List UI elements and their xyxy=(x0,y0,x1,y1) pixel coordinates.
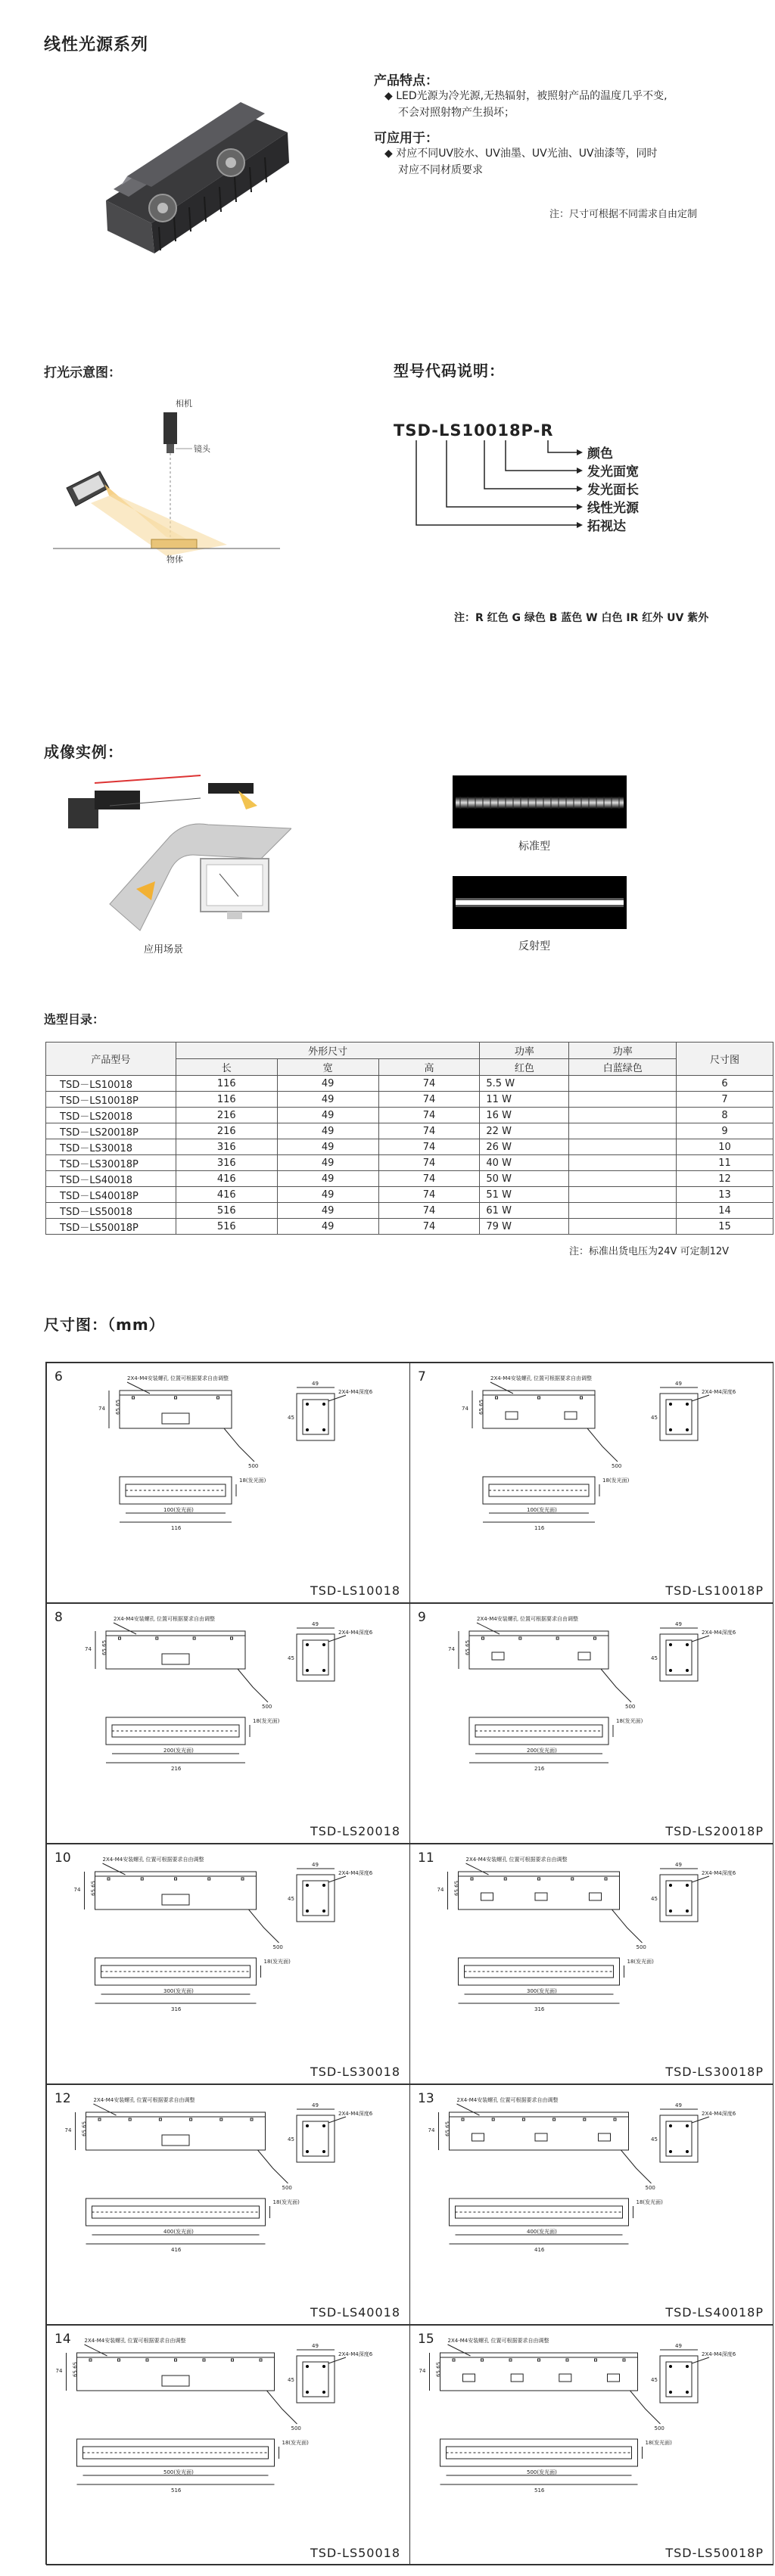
svg-text:500: 500 xyxy=(612,1463,622,1469)
svg-text:2X4-M4深度6: 2X4-M4深度6 xyxy=(338,2351,373,2357)
cell-pw xyxy=(569,1092,677,1108)
svg-text:516: 516 xyxy=(171,2487,182,2494)
cell-h: 74 xyxy=(378,1155,480,1171)
cell-l: 216 xyxy=(176,1123,277,1139)
drawing-model: TSD-LS50018 xyxy=(310,2546,400,2560)
svg-text:49: 49 xyxy=(675,2102,682,2108)
cell-w: 49 xyxy=(277,1203,378,1219)
cell-w: 49 xyxy=(277,1171,378,1187)
svg-text:65.65: 65.65 xyxy=(81,2121,88,2136)
svg-text:18(发光面): 18(发光面) xyxy=(272,2199,300,2205)
drawing-cell xyxy=(46,1844,410,2084)
svg-text:45: 45 xyxy=(651,2377,658,2383)
cell-p: 51 W xyxy=(480,1187,569,1203)
th-drawing: 尺寸图 xyxy=(677,1043,773,1076)
cell-pw xyxy=(569,1108,677,1123)
svg-text:45: 45 xyxy=(288,1415,294,1421)
table-row xyxy=(46,1092,773,1108)
drawings-grid xyxy=(45,1362,773,2565)
svg-text:500: 500 xyxy=(262,1704,272,1710)
drawing-cell xyxy=(46,2084,410,2325)
drawing-number: 12 xyxy=(54,2091,71,2106)
label-linear-source: 线性光源 xyxy=(587,501,639,516)
cell-model: TSD－LS10018 xyxy=(46,1076,176,1092)
th-model: 产品型号 xyxy=(46,1043,176,1076)
drawing-number: 8 xyxy=(54,1610,63,1625)
cell-p: 5.5 W xyxy=(480,1076,569,1092)
label-face-width: 发光面宽 xyxy=(587,465,639,480)
reflective-image xyxy=(453,876,627,929)
svg-text:49: 49 xyxy=(312,1621,319,1627)
application-item: ◆ 对应不同UV胶水、UV油墨、UV光油、UV油漆等，同时 xyxy=(384,148,658,160)
svg-text:116: 116 xyxy=(171,1525,182,1531)
svg-text:2X4-M4深度6: 2X4-M4深度6 xyxy=(702,1870,736,1876)
cell-model: TSD－LS40018P xyxy=(46,1187,176,1203)
features-list xyxy=(384,88,763,121)
svg-text:400(发光面): 400(发光面) xyxy=(527,2229,557,2235)
svg-text:400(发光面): 400(发光面) xyxy=(163,2229,194,2235)
drawing-cell xyxy=(409,1363,773,1603)
svg-text:65.65: 65.65 xyxy=(435,2361,442,2377)
table-row xyxy=(46,1171,773,1187)
color-code-note: 注：R 红色 G 绿色 B 蓝色 W 白色 IR 红外 UV 紫外 xyxy=(454,612,709,624)
feature-item: ◆ LED光源为冷光源,无热辐射，被照射产品的温度几乎不变, xyxy=(384,90,668,102)
drawing-model: TSD-LS20018 xyxy=(310,1824,400,1838)
svg-text:116: 116 xyxy=(534,1525,545,1531)
svg-text:500: 500 xyxy=(291,2425,301,2432)
cell-w: 49 xyxy=(277,1092,378,1108)
drawing-number: 11 xyxy=(418,1850,434,1866)
svg-text:65.65: 65.65 xyxy=(453,1880,460,1896)
model-code-title: 型号代码说明： xyxy=(394,362,505,380)
cell-p: 61 W xyxy=(480,1203,569,1219)
drawing-cell xyxy=(46,2325,410,2565)
cell-l: 216 xyxy=(176,1108,277,1123)
svg-text:49: 49 xyxy=(675,1862,682,1868)
standard-image xyxy=(453,775,627,828)
lens-label: 镜头 xyxy=(194,444,210,454)
svg-text:74: 74 xyxy=(55,2368,63,2374)
svg-text:416: 416 xyxy=(534,2247,545,2253)
table-row xyxy=(46,1076,773,1092)
svg-text:74: 74 xyxy=(448,1646,455,1652)
svg-text:500(发光面): 500(发光面) xyxy=(527,2469,557,2475)
cell-p: 50 W xyxy=(480,1171,569,1187)
svg-text:45: 45 xyxy=(651,1896,658,1902)
svg-text:2X4-M4深度6: 2X4-M4深度6 xyxy=(338,1870,373,1876)
svg-text:500(发光面): 500(发光面) xyxy=(163,2469,194,2475)
cell-p: 16 W xyxy=(480,1108,569,1123)
application-item-cont: 对应不同材质要求 xyxy=(398,164,483,176)
svg-text:49: 49 xyxy=(312,2102,319,2108)
svg-text:65.65: 65.65 xyxy=(90,1880,97,1896)
table-row xyxy=(46,1219,773,1235)
cell-d: 11 xyxy=(677,1155,773,1171)
camera-icon xyxy=(163,412,177,444)
table-row xyxy=(46,1203,773,1219)
cell-pw xyxy=(569,1123,677,1139)
svg-text:2X4-M4深度6: 2X4-M4深度6 xyxy=(338,1389,373,1395)
svg-text:500: 500 xyxy=(625,1704,636,1710)
svg-text:49: 49 xyxy=(312,1862,319,1868)
svg-text:18(发光面): 18(发光面) xyxy=(253,1718,280,1724)
drawing-model: TSD-LS10018P xyxy=(665,1583,764,1598)
svg-text:45: 45 xyxy=(651,2136,658,2143)
svg-text:49: 49 xyxy=(312,1381,319,1387)
svg-text:2X4-M4深度6: 2X4-M4深度6 xyxy=(702,1389,736,1395)
label-brand: 拓视达 xyxy=(587,519,626,534)
standard-caption: 标准型 xyxy=(518,841,550,853)
svg-text:316: 316 xyxy=(171,2006,182,2012)
svg-text:500: 500 xyxy=(248,1463,259,1469)
illumination-diagram xyxy=(45,382,288,579)
svg-text:65.65: 65.65 xyxy=(72,2361,79,2377)
cell-w: 49 xyxy=(277,1219,378,1235)
reflective-caption: 反射型 xyxy=(518,940,550,952)
svg-text:316: 316 xyxy=(534,2006,545,2012)
svg-text:18(发光面): 18(发光面) xyxy=(602,1478,630,1484)
svg-text:2X4-M4深度6: 2X4-M4深度6 xyxy=(702,2351,736,2357)
th-power-wb: 功率 xyxy=(569,1043,677,1059)
cell-model: TSD－LS30018P xyxy=(46,1155,176,1171)
cell-p: 11 W xyxy=(480,1092,569,1108)
cell-w: 49 xyxy=(277,1139,378,1155)
cell-d: 14 xyxy=(677,1203,773,1219)
selection-table xyxy=(45,1042,773,1235)
table-row xyxy=(46,1155,773,1171)
svg-text:500: 500 xyxy=(272,1944,283,1950)
cell-h: 74 xyxy=(378,1187,480,1203)
cell-p: 22 W xyxy=(480,1123,569,1139)
svg-text:516: 516 xyxy=(534,2487,545,2494)
svg-text:18(发光面): 18(发光面) xyxy=(645,2440,672,2446)
svg-text:300(发光面): 300(发光面) xyxy=(163,1988,194,1994)
svg-text:2X4-M4安装螺孔 位置可根据要求自由调整: 2X4-M4安装螺孔 位置可根据要求自由调整 xyxy=(456,2097,559,2103)
svg-text:65.65: 65.65 xyxy=(115,1399,121,1415)
svg-text:65.65: 65.65 xyxy=(478,1399,484,1415)
th-dims: 外形尺寸 xyxy=(176,1043,480,1059)
svg-text:500: 500 xyxy=(636,1944,646,1950)
svg-text:100(发光面): 100(发光面) xyxy=(163,1507,194,1513)
svg-text:65.65: 65.65 xyxy=(101,1639,107,1655)
svg-text:74: 74 xyxy=(98,1406,105,1412)
drawing-cell xyxy=(409,2084,773,2325)
svg-text:45: 45 xyxy=(288,1896,294,1902)
applications-title: 可应用于： xyxy=(374,131,438,146)
cell-model: TSD－LS50018 xyxy=(46,1203,176,1219)
cell-d: 6 xyxy=(677,1076,773,1092)
cell-h: 74 xyxy=(378,1123,480,1139)
svg-text:2X4-M4安装螺孔 位置可根据要求自由调整: 2X4-M4安装螺孔 位置可根据要求自由调整 xyxy=(93,2097,195,2103)
drawing-model: TSD-LS20018P xyxy=(665,1824,764,1838)
svg-text:49: 49 xyxy=(675,1381,682,1387)
product-image xyxy=(91,72,303,257)
cell-h: 74 xyxy=(378,1076,480,1092)
drawing-model: TSD-LS40018 xyxy=(310,2305,400,2320)
model-code-leaders xyxy=(409,439,590,545)
drawing-model: TSD-LS30018P xyxy=(665,2065,764,2079)
svg-text:45: 45 xyxy=(288,2377,294,2383)
svg-text:18(发光面): 18(发光面) xyxy=(616,1718,643,1724)
cell-pw xyxy=(569,1203,677,1219)
cell-l: 416 xyxy=(176,1171,277,1187)
svg-text:45: 45 xyxy=(651,1415,658,1421)
cell-d: 10 xyxy=(677,1139,773,1155)
drawing-model: TSD-LS10018 xyxy=(310,1583,400,1598)
svg-text:2X4-M4深度6: 2X4-M4深度6 xyxy=(702,1630,736,1636)
camera-label: 相机 xyxy=(176,399,192,409)
svg-text:500: 500 xyxy=(654,2425,665,2432)
svg-text:2X4-M4安装螺孔 位置可根据要求自由调整: 2X4-M4安装螺孔 位置可根据要求自由调整 xyxy=(114,1616,215,1622)
cell-p: 79 W xyxy=(480,1219,569,1235)
cell-w: 49 xyxy=(277,1076,378,1092)
cell-pw xyxy=(569,1155,677,1171)
svg-text:74: 74 xyxy=(85,1646,92,1652)
svg-text:2X4-M4安装螺孔 位置可根据要求自由调整: 2X4-M4安装螺孔 位置可根据要求自由调整 xyxy=(84,2338,186,2344)
drawing-number: 9 xyxy=(418,1610,426,1625)
svg-text:65.65: 65.65 xyxy=(465,1639,471,1655)
th-length: 长 xyxy=(176,1059,277,1076)
table-row xyxy=(46,1123,773,1139)
svg-text:49: 49 xyxy=(675,1621,682,1627)
drawing-number: 7 xyxy=(418,1369,426,1384)
svg-text:2X4-M4安装螺孔 位置可根据要求自由调整: 2X4-M4安装螺孔 位置可根据要求自由调整 xyxy=(465,1857,568,1863)
svg-text:2X4-M4深度6: 2X4-M4深度6 xyxy=(702,2111,736,2117)
th-height: 高 xyxy=(378,1059,480,1076)
drawing-model: TSD-LS50018P xyxy=(665,2546,764,2560)
selection-table-wrap xyxy=(45,1042,773,1235)
cell-p: 40 W xyxy=(480,1155,569,1171)
th-power-wb-sub: 白蓝绿色 xyxy=(569,1059,677,1076)
th-power-red: 功率 xyxy=(480,1043,569,1059)
imaging-title: 成像实例： xyxy=(44,743,123,761)
cell-p: 26 W xyxy=(480,1139,569,1155)
svg-text:2X4-M4安装螺孔 位置可根据要求自由调整: 2X4-M4安装螺孔 位置可根据要求自由调整 xyxy=(102,1857,204,1863)
drawing-number: 6 xyxy=(54,1369,63,1384)
cell-h: 74 xyxy=(378,1219,480,1235)
cell-w: 49 xyxy=(277,1123,378,1139)
svg-text:2X4-M4安装螺孔 位置可根据要求自由调整: 2X4-M4安装螺孔 位置可根据要求自由调整 xyxy=(490,1375,592,1381)
model-code: TSD-LS10018P-R xyxy=(394,421,554,440)
cell-l: 316 xyxy=(176,1155,277,1171)
cell-d: 13 xyxy=(677,1187,773,1203)
cell-pw xyxy=(569,1187,677,1203)
svg-text:18(发光面): 18(发光面) xyxy=(239,1478,266,1484)
svg-text:74: 74 xyxy=(64,2127,72,2133)
cell-h: 74 xyxy=(378,1092,480,1108)
svg-text:100(发光面): 100(发光面) xyxy=(527,1507,557,1513)
svg-text:65.65: 65.65 xyxy=(444,2121,451,2136)
cell-model: TSD－LS10018P xyxy=(46,1092,176,1108)
svg-text:74: 74 xyxy=(462,1406,468,1412)
drawing-number: 14 xyxy=(54,2332,71,2347)
cell-h: 74 xyxy=(378,1108,480,1123)
svg-text:216: 216 xyxy=(534,1766,545,1772)
cell-pw xyxy=(569,1076,677,1092)
svg-text:300(发光面): 300(发光面) xyxy=(527,1988,557,1994)
svg-text:2X4-M4安装螺孔 位置可根据要求自由调整: 2X4-M4安装螺孔 位置可根据要求自由调整 xyxy=(447,2338,549,2344)
table-row xyxy=(46,1139,773,1155)
cell-w: 49 xyxy=(277,1155,378,1171)
cell-l: 416 xyxy=(176,1187,277,1203)
svg-text:74: 74 xyxy=(437,1887,444,1893)
svg-text:18(发光面): 18(发光面) xyxy=(263,1959,291,1965)
svg-text:74: 74 xyxy=(419,2368,426,2374)
cell-pw xyxy=(569,1219,677,1235)
svg-text:74: 74 xyxy=(73,1887,81,1893)
application-scene xyxy=(64,768,291,934)
svg-text:500: 500 xyxy=(645,2185,655,2191)
voltage-note: 注：标准出货电压为24V 可定制12V xyxy=(569,1246,730,1257)
cell-pw xyxy=(569,1171,677,1187)
svg-text:416: 416 xyxy=(171,2247,182,2253)
drawing-model: TSD-LS30018 xyxy=(310,2065,400,2079)
svg-text:2X4-M4安装螺孔 位置可根据要求自由调整: 2X4-M4安装螺孔 位置可根据要求自由调整 xyxy=(477,1616,578,1622)
page-title: 线性光源系列 xyxy=(44,36,149,54)
cell-h: 74 xyxy=(378,1171,480,1187)
applications-list xyxy=(384,145,763,179)
cell-d: 7 xyxy=(677,1092,773,1108)
scene-caption: 应用场景 xyxy=(144,944,184,956)
cell-pw xyxy=(569,1139,677,1155)
svg-text:216: 216 xyxy=(171,1766,182,1772)
features-title: 产品特点： xyxy=(374,73,438,89)
svg-text:200(发光面): 200(发光面) xyxy=(527,1748,557,1754)
svg-text:18(发光面): 18(发光面) xyxy=(636,2199,663,2205)
model-code-labels xyxy=(587,445,639,536)
svg-text:2X4-M4深度6: 2X4-M4深度6 xyxy=(338,2111,373,2117)
svg-text:18(发光面): 18(发光面) xyxy=(627,1959,654,1965)
cell-l: 516 xyxy=(176,1203,277,1219)
cell-model: TSD－LS20018P xyxy=(46,1123,176,1139)
svg-text:200(发光面): 200(发光面) xyxy=(163,1748,194,1754)
cell-w: 49 xyxy=(277,1108,378,1123)
svg-text:45: 45 xyxy=(288,1655,294,1661)
cell-d: 12 xyxy=(677,1171,773,1187)
svg-text:45: 45 xyxy=(651,1655,658,1661)
drawing-cell xyxy=(409,1603,773,1844)
drawing-model: TSD-LS40018P xyxy=(665,2305,764,2320)
svg-text:2X4-M4深度6: 2X4-M4深度6 xyxy=(338,1630,373,1636)
drawing-cell xyxy=(46,1603,410,1844)
object-label: 物体 xyxy=(167,555,183,564)
size-note: 注：尺寸可根据不同需求自由定制 xyxy=(549,209,698,220)
cell-model: TSD－LS40018 xyxy=(46,1171,176,1187)
cell-h: 74 xyxy=(378,1139,480,1155)
cell-model: TSD－LS30018 xyxy=(46,1139,176,1155)
drawing-number: 13 xyxy=(418,2091,434,2106)
illumination-title: 打光示意图： xyxy=(44,365,121,381)
cell-l: 116 xyxy=(176,1092,277,1108)
cell-w: 49 xyxy=(277,1187,378,1203)
svg-text:49: 49 xyxy=(312,2343,319,2349)
cell-model: TSD－LS20018 xyxy=(46,1108,176,1123)
cell-l: 316 xyxy=(176,1139,277,1155)
svg-text:18(发光面): 18(发光面) xyxy=(282,2440,309,2446)
th-width: 宽 xyxy=(277,1059,378,1076)
th-power-red-sub: 红色 xyxy=(480,1059,569,1076)
table-row xyxy=(46,1108,773,1123)
cell-d: 9 xyxy=(677,1123,773,1139)
cell-l: 516 xyxy=(176,1219,277,1235)
svg-text:45: 45 xyxy=(288,2136,294,2143)
cell-l: 116 xyxy=(176,1076,277,1092)
svg-text:49: 49 xyxy=(675,2343,682,2349)
cell-d: 8 xyxy=(677,1108,773,1123)
drawing-cell xyxy=(46,1363,410,1603)
drawing-number: 10 xyxy=(54,1850,71,1866)
drawing-number: 15 xyxy=(418,2332,434,2347)
svg-text:74: 74 xyxy=(428,2127,435,2133)
cell-d: 15 xyxy=(677,1219,773,1235)
drawings-title: 尺寸图：（mm） xyxy=(44,1316,165,1334)
svg-text:500: 500 xyxy=(282,2185,292,2191)
selection-title: 选型目录： xyxy=(44,1012,105,1027)
cell-h: 74 xyxy=(378,1203,480,1219)
drawing-cell xyxy=(409,1844,773,2084)
drawing-cell xyxy=(409,2325,773,2565)
feature-item-cont: 不会对照射物产生损坏； xyxy=(398,107,515,119)
table-row xyxy=(46,1187,773,1203)
svg-text:2X4-M4安装螺孔 位置可根据要求自由调整: 2X4-M4安装螺孔 位置可根据要求自由调整 xyxy=(127,1375,229,1381)
label-face-length: 发光面长 xyxy=(587,483,639,498)
label-color: 颜色 xyxy=(587,446,613,461)
cell-model: TSD－LS50018P xyxy=(46,1219,176,1235)
